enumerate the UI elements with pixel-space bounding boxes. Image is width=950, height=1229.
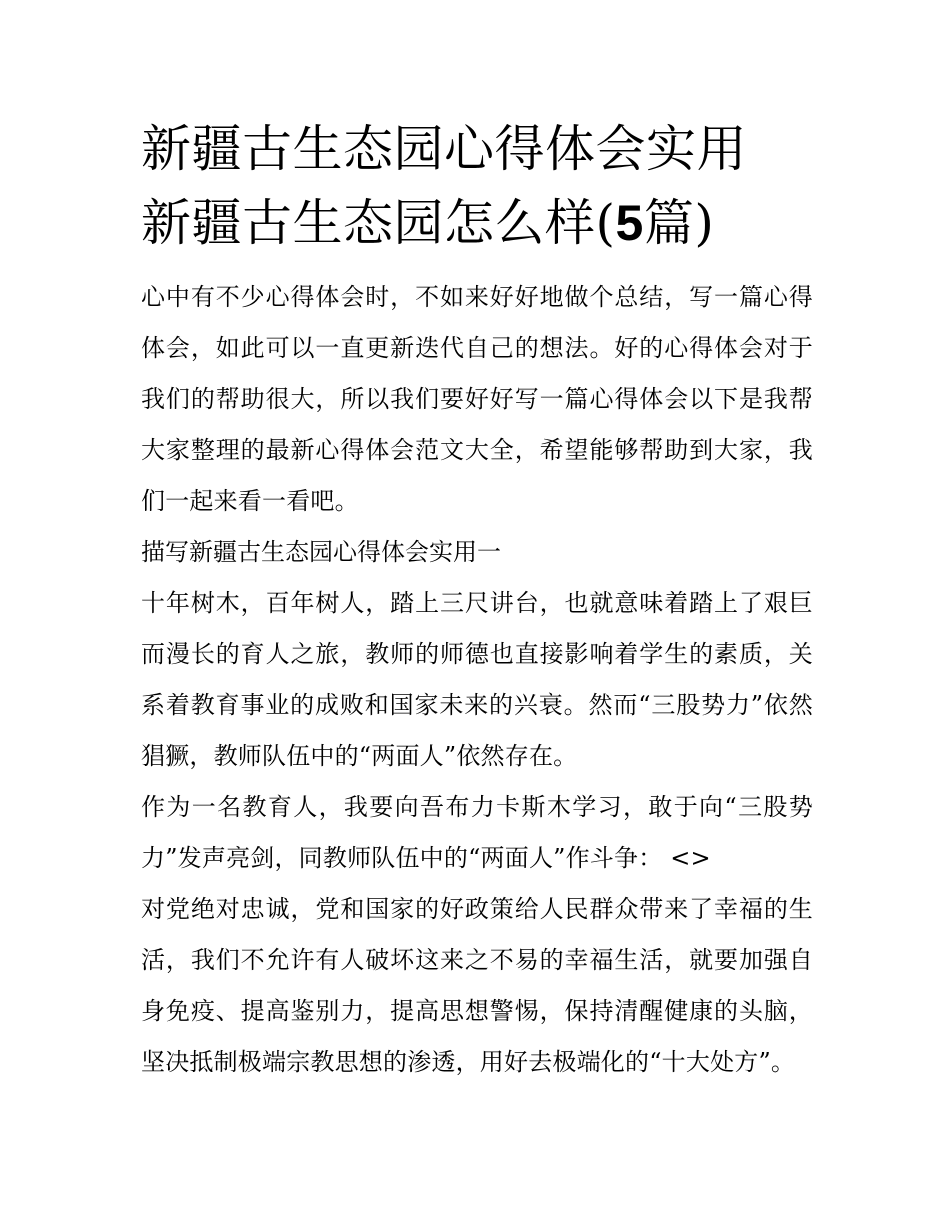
- body-paragraph: 作为一名教育人，我要向吾布力卡斯木学习，敢于向“三股势力”发声亮剑，同教师队伍中的“两面人”作斗争： <>: [141, 793, 813, 872]
- title-number: 5: [615, 195, 644, 251]
- title-text-part2: 篇): [643, 194, 715, 252]
- section-heading: 描写新疆古生态园心得体会实用一: [141, 538, 501, 566]
- body-paragraph: 对党绝对忠诚，党和国家的好政策给人民群众带来了幸福的生活，我们不允许有人破坏这来之不易的幸福生活，就要加强自身免疫、提高鉴别力，提高思想警惕，保持清醒健康的头脑，坚决抵制极端宗教思想的渗透，用好去极端化的“十大处方”。: [141, 895, 813, 1076]
- document-title: [141, 112, 813, 260]
- title-text-part1: 新疆古生态园心得体会实用 新疆古生态园怎么样(: [141, 120, 747, 252]
- document-page: [141, 112, 813, 1088]
- body-paragraph: 十年树木，百年树人，踏上三尺讲台，也就意味着踏上了艰巨而漫长的育人之旅，教师的师德也直接影响着学生的素质，关系着教育事业的成败和国家未来的兴衰。然而“三股势力”依然猖獗，教师队伍中的“两面人”依然存在。: [141, 589, 813, 770]
- intro-paragraph: 心中有不少心得体会时，不如来好好地做个总结，写一篇心得体会，如此可以一直更新迭代自己的想法。好的心得体会对于我们的帮助很大，所以我们要好好写一篇心得体会以下是我帮大家整理的最新心得体会范文大全，希望能够帮助到大家，我们一起来看一看吧。: [141, 283, 813, 515]
